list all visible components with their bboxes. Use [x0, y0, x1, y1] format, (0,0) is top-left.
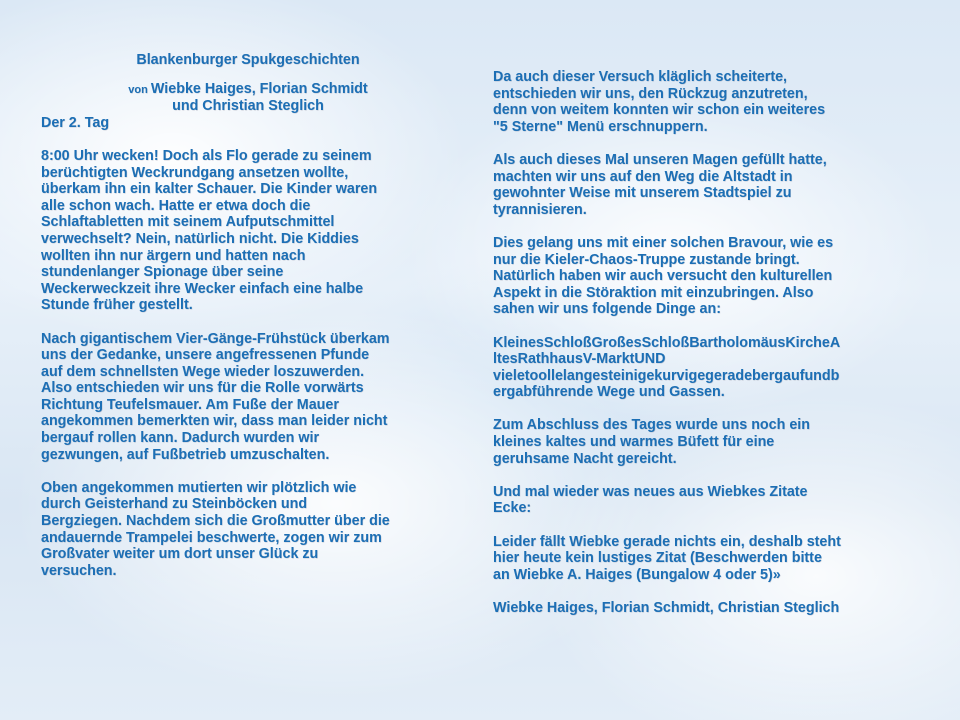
day-heading: Der 2. Tag — [41, 114, 110, 131]
right-paragraph-5: Zum Abschluss des Tages wurde uns noch ein kleines kaltes und warmes Büfett für eine geruhsame Nacht gereicht. — [493, 417, 810, 467]
right-paragraph-1: Da auch dieser Versuch kläglich scheiterte, entschieden wir uns, den Rückzug anzutreten, denn von weitem konnten wir schon ein weiteres "5 Sterne" Menü erschnuppern. — [493, 69, 826, 135]
right-column — [493, 69, 923, 617]
authors-line-2: und Christian Steglich — [172, 98, 324, 115]
right-paragraph-7: Leider fällt Wiebke gerade nichts ein, deshalb steht hier heute kein lustiges Zitat (Beschwerden bitte an Wiebke A. Haiges (Bungalow 4 oder 5)» — [493, 533, 841, 583]
left-paragraph-2: Nach gigantischem Vier-Gänge-Frühstück überkam uns der Gedanke, unsere angefressenen Pfunde auf dem schnellsten Wege wieder loszuwerden. Also entschieden wir uns für die Rolle vorwärts Richtung Teufelsmauer. Am Fuße der Mauer angekommen bemerkten wir, dass man leider nicht bergauf rollen kann. Dadurch wurden wir gezwungen, auf Fußbetrieb umzuschalten. — [41, 330, 390, 463]
right-paragraph-6: Und mal wieder was neues aus Wiebkes Zitate Ecke: — [493, 483, 808, 517]
story-title: Blankenburger Spukgeschichten — [136, 52, 360, 68]
left-paragraph-3: Oben angekommen mutierten wir plötzlich wie durch Geisterhand zu Steinböcken und Bergziegen. Nachdem sich die Großmutter über die andauernde Trampelei beschwerte, zogen wir zum Großvater weiter um dort unser Glück zu versuchen. — [41, 479, 390, 579]
signature-line: Wiebke Haiges, Florian Schmidt, Christian Steglich — [493, 600, 840, 616]
right-paragraph-4: KleinesSchloßGroßesSchloßBartholomäusKircheA ltesRathhausV-MarktUND vieletoollelangesteinigekurvigegeradebergaufundb ergabführende Wege und Gassen. — [493, 334, 841, 401]
title-block — [33, 52, 463, 115]
left-column — [41, 52, 471, 579]
authors-line-1 — [33, 81, 463, 99]
right-paragraph-3: Dies gelang uns mit einer solchen Bravour, wie es nur die Kieler-Chaos-Truppe zustande bringt. Natürlich haben wir auch versucht den kulturellen Aspekt in die Störaktion mit einzubringen. Also sahen wir uns folgende Dinge an: — [493, 234, 834, 318]
right-paragraph-2: Als auch dieses Mal unseren Magen gefüllt hatte, machten wir uns auf den Weg die Altstadt in gewohnter Weise mit unserem Stadtspiel zu tyrannisieren. — [493, 151, 827, 218]
authors-names-1: Wiebke Haiges, Florian Schmidt — [150, 80, 368, 97]
left-paragraph-1: 8:00 Uhr wecken! Doch als Flo gerade zu seinem berüchtigten Weckrundgang ansetzen wollte, überkam ihn ein kalter Schauer. Die Kinder waren alle schon wach. Hatte er etwa doch die Schlaftabletten mit seinem Aufputschmittel verwechselt? Nein, natürlich nicht. Die Kiddies wollten ihn nur ärgern und hatten nach stundenlanger Spionage über seine Weckerweckzeit ihre Wecker einfach eine halbe Stunde früher gestellt. — [41, 147, 378, 314]
von-label: von — [128, 83, 151, 96]
